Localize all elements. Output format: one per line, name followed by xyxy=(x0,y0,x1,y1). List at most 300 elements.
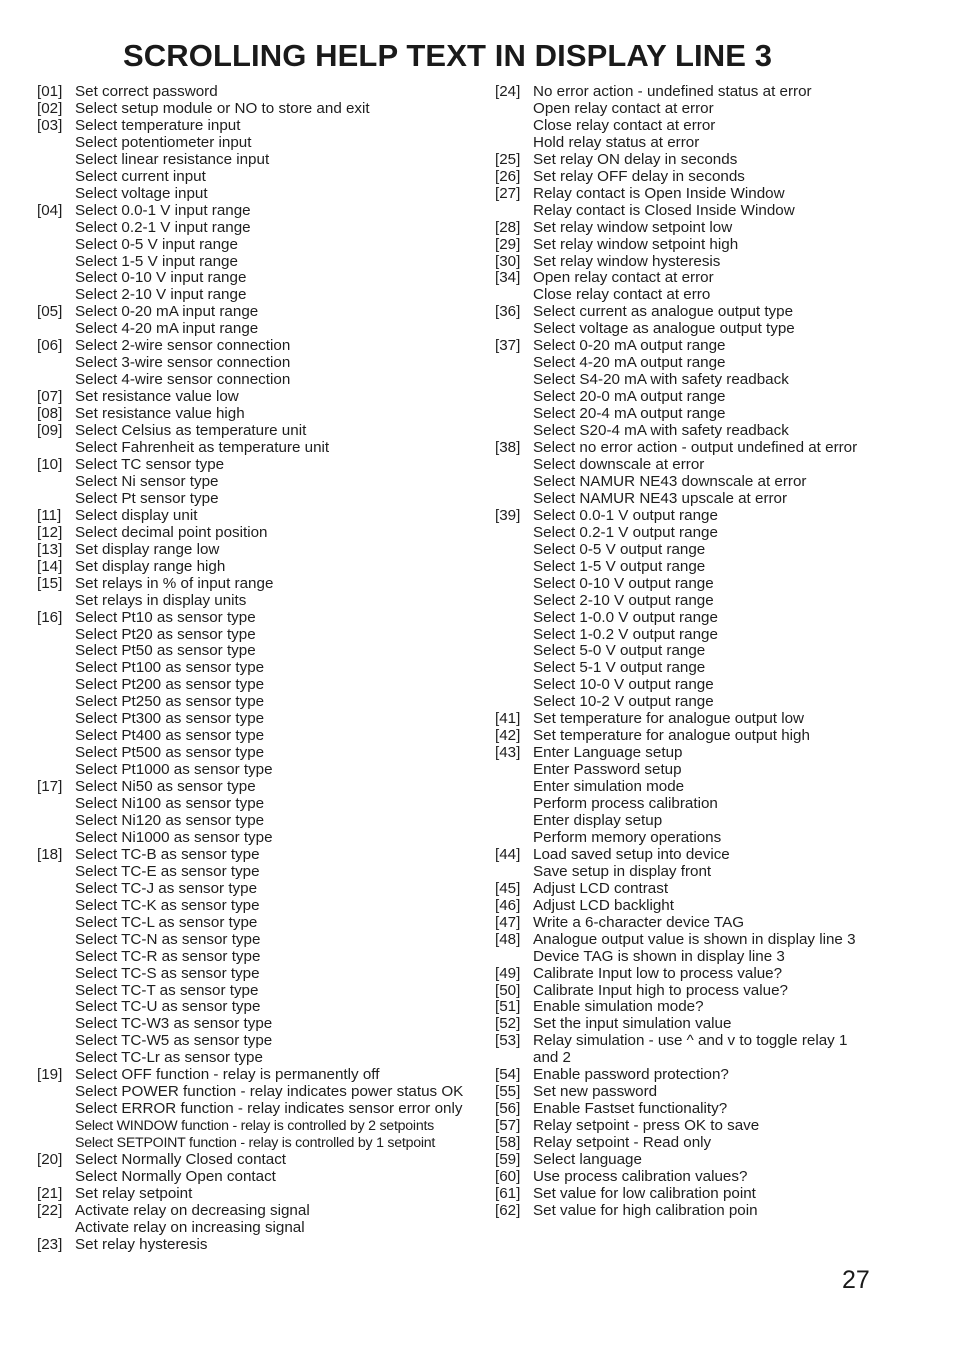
help-text-line: Select potentiometer input xyxy=(75,133,252,151)
help-text-line: Load saved setup into device xyxy=(533,845,730,863)
help-text-line: Select TC-W3 as sensor type xyxy=(75,1015,273,1033)
help-text-lines xyxy=(533,1118,935,1135)
help-text-lines xyxy=(533,1033,935,1067)
help-code: [62] xyxy=(495,1201,521,1219)
help-text-line: Select linear resistance input xyxy=(75,150,270,168)
help-code: [28] xyxy=(495,218,521,236)
help-text-line: Select downscale at error xyxy=(533,455,705,473)
help-text-lines xyxy=(75,559,487,576)
help-text-line: Select 0-20 mA input range xyxy=(75,303,259,321)
help-text-line: Open relay contact at error xyxy=(533,99,714,117)
help-text-entry xyxy=(495,983,935,1000)
help-text-lines xyxy=(75,406,487,423)
help-code: [24] xyxy=(495,83,521,100)
help-text-line: Select SETPOINT function - relay is controlled by 1 setpoint xyxy=(75,1135,436,1152)
help-text-line: Select 1-0.2 V output range xyxy=(533,625,718,643)
help-text-entry xyxy=(495,237,935,254)
help-text-entry xyxy=(37,338,487,389)
help-text-line: Select Pt1000 as sensor type xyxy=(75,761,273,779)
help-text-line: Select TC-S as sensor type xyxy=(75,964,260,982)
help-text-lines xyxy=(533,1169,935,1186)
help-text-line: Select Ni sensor type xyxy=(75,472,219,490)
help-text-lines xyxy=(75,779,487,847)
help-text-lines xyxy=(533,169,935,186)
help-text-lines xyxy=(533,983,935,1000)
help-text-line: Select no error action - output undefined at error xyxy=(533,439,858,457)
help-code: [12] xyxy=(37,523,63,541)
help-text-line: Relay setpoint - Read only xyxy=(533,1134,712,1152)
help-text-line: Select 5-1 V output range xyxy=(533,659,706,677)
help-text-lines xyxy=(75,423,487,457)
help-code: [34] xyxy=(495,269,521,287)
help-text-line: Select Pt100 as sensor type xyxy=(75,659,265,677)
help-text-line: Activate relay on decreasing signal xyxy=(75,1201,310,1219)
help-code: [13] xyxy=(37,540,63,558)
help-text-entry xyxy=(495,1067,935,1084)
help-text-lines xyxy=(533,1135,935,1152)
help-code: [30] xyxy=(495,252,521,270)
help-text-line: Select S20-4 mA with safety readback xyxy=(533,422,789,440)
help-text-lines xyxy=(533,304,935,338)
help-text-entry xyxy=(37,101,487,118)
help-text-line: Select 0.0-1 V input range xyxy=(75,201,251,219)
help-text-line: Select Ni100 as sensor type xyxy=(75,795,265,813)
help-text-line: Use process calibration values? xyxy=(533,1168,748,1185)
help-text-entry xyxy=(495,881,935,898)
help-code: [17] xyxy=(37,778,63,796)
help-text-line: Set relay ON delay in seconds xyxy=(533,150,738,168)
help-text-entry xyxy=(37,542,487,559)
help-text-entry xyxy=(495,220,935,237)
help-text-lines xyxy=(75,508,487,525)
help-text-line: Adjust LCD backlight xyxy=(533,896,674,914)
help-text-entry xyxy=(495,711,935,728)
help-text-line: Set relay hysteresis xyxy=(75,1235,208,1253)
help-text-line: Select 1-5 V input range xyxy=(75,252,238,270)
help-text-line: Select TC-R as sensor type xyxy=(75,947,261,965)
help-text-line: Select 0.2-1 V input range xyxy=(75,218,251,236)
help-text-line: Select Pt300 as sensor type xyxy=(75,710,265,728)
help-text-line: Enter Language setup xyxy=(533,744,683,762)
help-text-entry xyxy=(495,1016,935,1033)
help-text-line: Select TC-T as sensor type xyxy=(75,981,259,999)
help-text-lines xyxy=(75,576,487,610)
help-text-line: Select voltage input xyxy=(75,184,208,202)
page-title: SCROLLING HELP TEXT IN DISPLAY LINE 3 xyxy=(123,38,773,73)
help-text-entry xyxy=(495,440,935,508)
help-text-line: Set the input simulation value xyxy=(533,1015,732,1033)
help-text-lines xyxy=(533,728,935,745)
help-text-lines xyxy=(533,898,935,915)
help-code: [37] xyxy=(495,337,521,355)
help-text-entry xyxy=(37,779,487,847)
help-code: [08] xyxy=(37,405,63,423)
help-text-line: Set value for high calibration poin xyxy=(533,1201,758,1219)
help-text-line: No error action - undefined status at error xyxy=(533,83,812,100)
help-code: [01] xyxy=(37,83,63,100)
help-text-lines xyxy=(75,1067,487,1152)
help-text-line: Set relay window hysteresis xyxy=(533,252,721,270)
help-text-lines xyxy=(533,1186,935,1203)
help-text-line: Select language xyxy=(533,1151,642,1169)
help-text-line: Calibrate Input high to process value? xyxy=(533,981,788,999)
help-text-line: Select 4-20 mA output range xyxy=(533,354,726,372)
help-text-line: Relay contact is Open Inside Window xyxy=(533,184,785,202)
help-text-lines xyxy=(533,1067,935,1084)
help-code: [02] xyxy=(37,99,63,117)
help-text-line: Enter simulation mode xyxy=(533,778,685,796)
help-text-entry xyxy=(495,1186,935,1203)
help-text-line: Activate relay on increasing signal xyxy=(75,1218,305,1236)
help-text-lines xyxy=(533,338,935,440)
help-code: [10] xyxy=(37,455,63,473)
help-text-line: Select current as analogue output type xyxy=(533,303,794,321)
help-code: [23] xyxy=(37,1235,63,1253)
help-text-entry xyxy=(37,389,487,406)
help-code: [46] xyxy=(495,896,521,914)
help-text-lines xyxy=(75,1152,487,1186)
help-text-line: Select TC-N as sensor type xyxy=(75,930,261,948)
help-text-entry xyxy=(495,169,935,186)
help-text-line: Select TC-B as sensor type xyxy=(75,845,260,863)
help-text-line: Select Ni1000 as sensor type xyxy=(75,828,273,846)
help-text-entry xyxy=(495,847,935,881)
help-text-line: Select 3-wire sensor connection xyxy=(75,354,291,372)
help-text-line: Select 10-0 V output range xyxy=(533,676,714,694)
help-code: [44] xyxy=(495,845,521,863)
help-text-line: Enable simulation mode? xyxy=(533,998,704,1016)
help-text-line: Hold relay status at error xyxy=(533,133,700,151)
help-text-line: Adjust LCD contrast xyxy=(533,879,669,897)
help-text-entry xyxy=(495,1135,935,1152)
help-text-entry xyxy=(495,728,935,745)
help-text-entry xyxy=(37,457,487,508)
help-text-line: Device TAG is shown in display line 3 xyxy=(533,947,785,965)
help-text-entry xyxy=(495,745,935,847)
help-text-lines xyxy=(533,1152,935,1169)
help-code: [43] xyxy=(495,744,521,762)
help-code: [58] xyxy=(495,1134,521,1152)
help-code: [39] xyxy=(495,506,521,524)
help-text-entry xyxy=(37,1067,487,1152)
help-text-line: Select Pt sensor type xyxy=(75,489,219,507)
help-text-line: Select TC-U as sensor type xyxy=(75,998,261,1016)
help-text-entry xyxy=(37,1186,487,1203)
help-text-line: Select 20-0 mA output range xyxy=(533,388,726,406)
help-text-line: Set temperature for analogue output low xyxy=(533,710,805,728)
help-text-line: Set relays in display units xyxy=(75,591,247,609)
help-text-line: Select Pt50 as sensor type xyxy=(75,642,256,660)
help-text-lines xyxy=(533,1203,935,1220)
help-text-lines xyxy=(75,203,487,305)
help-text-lines xyxy=(533,932,935,966)
help-text-line: Select Pt10 as sensor type xyxy=(75,608,256,626)
help-text-entry xyxy=(37,559,487,576)
help-text-entry xyxy=(495,338,935,440)
help-text-line: Select OFF function - relay is permanently off xyxy=(75,1066,380,1084)
help-text-line: Select decimal point position xyxy=(75,523,268,541)
help-text-entry xyxy=(37,304,487,338)
help-text-lines xyxy=(533,84,935,152)
help-text-entry xyxy=(37,406,487,423)
help-text-entry xyxy=(495,1118,935,1135)
help-text-line: Enter Password setup xyxy=(533,761,682,779)
help-text-line: Perform process calibration xyxy=(533,795,718,813)
help-text-lines xyxy=(75,304,487,338)
help-text-line: Select Celsius as temperature unit xyxy=(75,422,307,440)
help-text-entry xyxy=(37,847,487,1067)
help-text-lines xyxy=(533,966,935,983)
help-text-line: Select NAMUR NE43 upscale at error xyxy=(533,489,788,507)
help-text-line: Select S4-20 mA with safety readback xyxy=(533,371,789,389)
help-text-line: Select Fahrenheit as temperature unit xyxy=(75,439,330,457)
help-text-entry xyxy=(37,423,487,457)
help-text-entry xyxy=(37,203,487,305)
help-text-line: Select 2-10 V input range xyxy=(75,286,247,304)
help-text-line: Set relays in % of input range xyxy=(75,574,274,592)
help-text-line: Select TC-L as sensor type xyxy=(75,913,258,931)
help-text-line: Enter display setup xyxy=(533,811,663,829)
help-text-line: Select Normally Closed contact xyxy=(75,1151,287,1169)
help-text-entry xyxy=(37,1237,487,1254)
help-text-lines xyxy=(75,610,487,780)
help-text-lines xyxy=(533,847,935,881)
help-text-list-right xyxy=(495,84,935,1220)
help-text-line: Close relay contact at erro xyxy=(533,286,711,304)
help-code: [51] xyxy=(495,998,521,1016)
help-text-lines xyxy=(75,389,487,406)
help-code: [25] xyxy=(495,150,521,168)
help-text-entry xyxy=(495,84,935,152)
help-text-entry xyxy=(495,932,935,966)
help-text-line: Select temperature input xyxy=(75,116,241,134)
help-code: [49] xyxy=(495,964,521,982)
help-text-lines xyxy=(75,457,487,508)
help-code: [41] xyxy=(495,710,521,728)
help-code: [09] xyxy=(37,422,63,440)
help-text-line: Select 2-wire sensor connection xyxy=(75,337,291,355)
help-text-line: Close relay contact at error xyxy=(533,116,716,134)
help-text-line: Select 2-10 V output range xyxy=(533,591,714,609)
help-text-line: Select TC sensor type xyxy=(75,455,225,473)
help-text-line: Set display range low xyxy=(75,540,220,558)
help-text-entry xyxy=(37,508,487,525)
help-text-lines xyxy=(533,1084,935,1101)
help-text-lines xyxy=(75,84,487,101)
help-text-list-left xyxy=(37,84,487,1254)
help-text-line: Select 1-5 V output range xyxy=(533,557,706,575)
help-text-entry xyxy=(495,1203,935,1220)
help-code: [05] xyxy=(37,303,63,321)
help-text-line: Select TC-K as sensor type xyxy=(75,896,260,914)
help-text-lines xyxy=(533,152,935,169)
help-code: [38] xyxy=(495,439,521,457)
help-text-lines xyxy=(533,220,935,237)
help-code: [04] xyxy=(37,201,63,219)
help-text-lines xyxy=(75,338,487,389)
help-code: [45] xyxy=(495,879,521,897)
help-text-line: Set temperature for analogue output high xyxy=(533,727,810,745)
help-code: [07] xyxy=(37,388,63,406)
help-text-line: Set new password xyxy=(533,1083,658,1101)
help-text-line: Select 10-2 V output range xyxy=(533,693,714,711)
help-code: [21] xyxy=(37,1184,63,1202)
help-text-line: Perform memory operations xyxy=(533,828,722,846)
help-text-line: Select 5-0 V output range xyxy=(533,642,706,660)
help-text-line: Select Ni120 as sensor type xyxy=(75,811,265,829)
help-text-line: Select 0-5 V output range xyxy=(533,540,706,558)
help-text-lines xyxy=(533,999,935,1016)
help-text-lines xyxy=(533,711,935,728)
help-code: [57] xyxy=(495,1117,521,1135)
help-text-entry xyxy=(37,525,487,542)
help-code: [54] xyxy=(495,1066,521,1084)
help-text-line: Select POWER function - relay indicates power status OK xyxy=(75,1083,464,1101)
help-text-line: Select Normally Open contact xyxy=(75,1168,276,1185)
help-code: [18] xyxy=(37,845,63,863)
help-text-line: Select display unit xyxy=(75,506,198,524)
help-text-line: Set correct password xyxy=(75,83,218,100)
help-text-line: Select 0-20 mA output range xyxy=(533,337,726,355)
help-text-line: Select voltage as analogue output type xyxy=(533,320,795,338)
help-text-line: Select 0-10 V input range xyxy=(75,269,247,287)
help-text-entry xyxy=(37,118,487,203)
help-code: [22] xyxy=(37,1201,63,1219)
help-code: [26] xyxy=(495,167,521,185)
help-text-entry xyxy=(495,966,935,983)
help-code: [61] xyxy=(495,1184,521,1202)
help-text-entry xyxy=(495,898,935,915)
help-text-line: Select TC-W5 as sensor type xyxy=(75,1032,273,1050)
help-text-entry xyxy=(495,1033,935,1067)
help-text-line: Select 4-wire sensor connection xyxy=(75,371,291,389)
help-code: [48] xyxy=(495,930,521,948)
help-code: [03] xyxy=(37,116,63,134)
help-text-lines xyxy=(533,254,935,271)
help-code: [53] xyxy=(495,1032,521,1050)
help-text-entry xyxy=(37,84,487,101)
help-text-line: Save setup in display front xyxy=(533,862,712,880)
help-code: [14] xyxy=(37,557,63,575)
help-text-line: Select NAMUR NE43 downscale at error xyxy=(533,472,807,490)
help-text-entry xyxy=(37,576,487,610)
help-text-lines xyxy=(533,508,935,711)
help-text-lines xyxy=(75,542,487,559)
help-text-lines xyxy=(533,745,935,847)
help-text-line: Relay contact is Closed Inside Window xyxy=(533,201,795,219)
help-text-line: Select TC-Lr as sensor type xyxy=(75,1049,263,1067)
help-text-lines xyxy=(533,1101,935,1118)
help-text-line: Select 0-10 V output range xyxy=(533,574,714,592)
help-text-line: Set relay OFF delay in seconds xyxy=(533,167,745,185)
help-code: [16] xyxy=(37,608,63,626)
help-text-line: Select Ni50 as sensor type xyxy=(75,778,256,796)
help-text-line: Open relay contact at error xyxy=(533,269,714,287)
help-text-line: Select current input xyxy=(75,167,206,185)
help-text-entry xyxy=(495,999,935,1016)
help-text-line: Select 0.0-1 V output range xyxy=(533,506,718,524)
help-code: [50] xyxy=(495,981,521,999)
help-code: [36] xyxy=(495,303,521,321)
help-text-line: Select setup module or NO to store and exit xyxy=(75,99,370,117)
help-text-entry xyxy=(495,1152,935,1169)
help-code: [47] xyxy=(495,913,521,931)
help-code: [27] xyxy=(495,184,521,202)
help-text-entry xyxy=(495,915,935,932)
help-text-lines xyxy=(75,1237,487,1254)
help-text-lines xyxy=(533,1016,935,1033)
help-text-entry xyxy=(495,254,935,271)
help-text-line: Select Pt500 as sensor type xyxy=(75,744,265,762)
help-text-line: Write a 6-character device TAG xyxy=(533,913,745,931)
help-text-line: Relay simulation - use ^ and v to toggle relay 1 xyxy=(533,1032,848,1050)
help-code: [55] xyxy=(495,1083,521,1101)
help-text-lines xyxy=(75,1186,487,1203)
help-text-line: Select 0.2-1 V output range xyxy=(533,523,718,541)
help-text-entry xyxy=(495,1084,935,1101)
help-text-entry xyxy=(495,304,935,338)
help-text-line: Select Pt20 as sensor type xyxy=(75,625,256,643)
help-text-entry xyxy=(37,1152,487,1186)
help-text-line: Select Pt250 as sensor type xyxy=(75,693,265,711)
help-text-line: Select 0-5 V input range xyxy=(75,235,238,253)
help-code: [11] xyxy=(37,506,62,524)
help-text-entry xyxy=(495,186,935,220)
help-text-line: Set relay window setpoint high xyxy=(533,235,739,253)
help-text-lines xyxy=(75,1203,487,1237)
help-text-line: Select 20-4 mA output range xyxy=(533,405,726,423)
help-text-entry xyxy=(495,1101,935,1118)
help-code: [52] xyxy=(495,1015,521,1033)
help-text-entry xyxy=(37,610,487,780)
help-text-line: Select 1-0.0 V output range xyxy=(533,608,718,626)
help-text-line: Select 4-20 mA input range xyxy=(75,320,259,338)
help-text-lines xyxy=(75,847,487,1067)
help-text-line: Select ERROR function - relay indicates sensor error only xyxy=(75,1100,463,1118)
help-text-line: Set value for low calibration point xyxy=(533,1184,756,1202)
help-code: [59] xyxy=(495,1151,521,1169)
help-text-line: Set relay setpoint xyxy=(75,1184,193,1202)
help-text-lines xyxy=(533,881,935,898)
help-text-lines xyxy=(75,101,487,118)
help-text-lines xyxy=(533,915,935,932)
help-text-lines xyxy=(533,186,935,220)
help-text-line: Set resistance value low xyxy=(75,388,239,406)
help-text-lines xyxy=(75,525,487,542)
help-text-lines xyxy=(533,237,935,254)
help-text-entry xyxy=(495,508,935,711)
help-text-line: Enable Fastset functionality? xyxy=(533,1100,728,1118)
help-text-lines xyxy=(533,440,935,508)
help-code: [06] xyxy=(37,337,63,355)
help-text-lines xyxy=(75,118,487,203)
help-code: [56] xyxy=(495,1100,521,1118)
help-text-lines xyxy=(533,270,935,304)
help-code: [29] xyxy=(495,235,521,253)
help-text-entry xyxy=(495,270,935,304)
help-code: [60] xyxy=(495,1168,521,1185)
help-text-line: Select TC-J as sensor type xyxy=(75,879,258,897)
page-number: 27 xyxy=(842,1266,870,1294)
help-text-line: Enable password protection? xyxy=(533,1066,729,1084)
help-text-entry xyxy=(495,1169,935,1186)
help-text-line: Relay setpoint - press OK to save xyxy=(533,1117,760,1135)
help-text-line: Set resistance value high xyxy=(75,405,245,423)
help-code: [20] xyxy=(37,1151,63,1169)
help-text-line: Select Pt200 as sensor type xyxy=(75,676,265,694)
help-text-line: Set display range high xyxy=(75,557,226,575)
help-text-entry xyxy=(495,152,935,169)
